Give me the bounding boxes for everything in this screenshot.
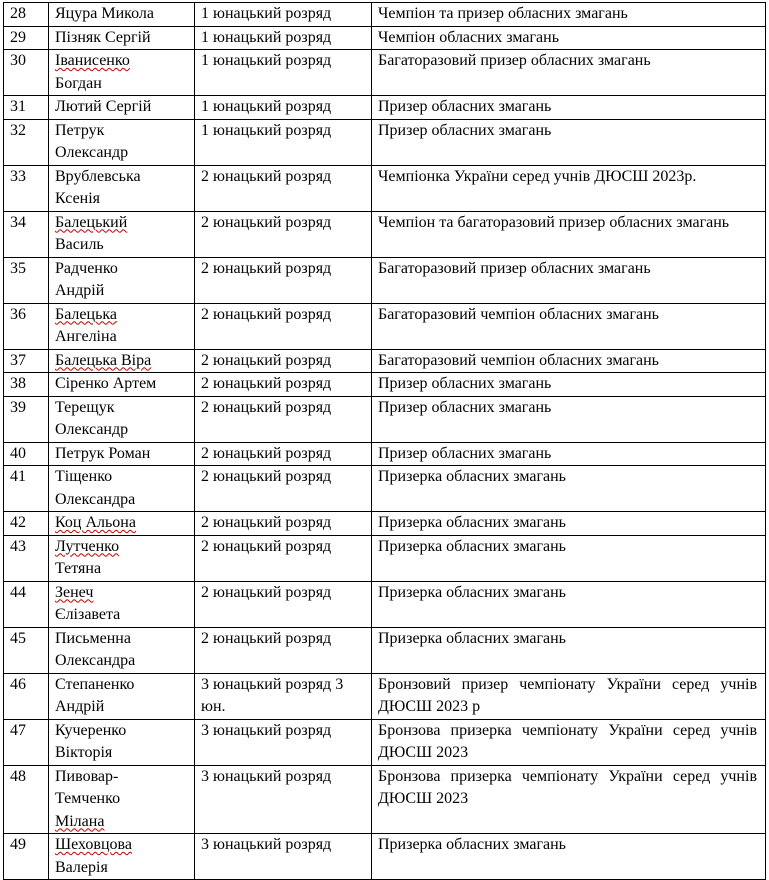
achievement: Чемпіон та багаторазовий призер обласних змагань — [372, 211, 766, 257]
achievement: Призер обласних змагань — [372, 396, 766, 442]
table-row — [4, 466, 766, 512]
table-row — [4, 673, 766, 719]
athlete-name-line: Пізняк Сергій — [55, 28, 151, 46]
table-row — [4, 373, 766, 397]
row-number: 41 — [4, 466, 49, 512]
sports-rank: 1 юнацький розряд — [195, 26, 372, 50]
athlete-name-line: Балецький — [55, 213, 128, 231]
athlete-name — [49, 673, 195, 719]
achievement: Чемпіонка України серед учнів ДЮСШ 2023р. — [372, 165, 766, 211]
athlete-name — [49, 627, 195, 673]
athlete-name-line: Андрій — [55, 698, 105, 715]
achievement: Бронзовий призер чемпіонату України серед учнів ДЮСШ 2023 р — [372, 673, 766, 719]
achievement: Бронзова призерка чемпіонату України серед учнів ДЮСШ 2023 — [372, 719, 766, 765]
row-number: 32 — [4, 119, 49, 165]
achievement: Призерка обласних змагань — [372, 466, 766, 512]
athlete-name — [49, 535, 195, 581]
table-row — [4, 396, 766, 442]
athlete-name-line: Вікторія — [55, 744, 113, 761]
athlete-name-line: Степаненко — [55, 675, 135, 693]
sports-rank: 2 юнацький розряд — [195, 396, 372, 442]
athletes-table — [3, 2, 766, 880]
athlete-name-line: Валерія — [55, 858, 108, 876]
athlete-name-line: Петрук — [55, 121, 105, 139]
athlete-name — [49, 765, 195, 834]
athlete-name-line: Кучеренко — [55, 721, 127, 739]
row-number: 30 — [4, 50, 49, 96]
sports-rank: 2 юнацький розряд — [195, 442, 372, 466]
table-row — [4, 627, 766, 673]
sports-rank: 1 юнацький розряд — [195, 96, 372, 120]
achievement: Призерка обласних змагань — [372, 512, 766, 536]
sports-rank: 2 юнацький розряд — [195, 512, 372, 536]
sports-rank: 1 юнацький розряд — [195, 119, 372, 165]
achievement: Багаторазовий чемпіон обласних змагань — [372, 303, 766, 349]
athlete-name — [49, 26, 195, 50]
table-row — [4, 96, 766, 120]
achievement: Чемпіон та призер обласних змагань — [372, 3, 766, 27]
table-row — [4, 3, 766, 27]
athlete-name-line: Ангеліна — [55, 328, 117, 345]
row-number: 34 — [4, 211, 49, 257]
athlete-name-line: Коц Альона — [55, 514, 136, 531]
achievement: Багаторазовий призер обласних змагань — [372, 50, 766, 96]
athlete-name-line: Терещук — [55, 398, 115, 416]
sports-rank: 2 юнацький розряд — [195, 627, 372, 673]
sports-rank: 3 юнацький розряд — [195, 719, 372, 765]
achievement: Призер обласних змагань — [372, 442, 766, 466]
athlete-name — [49, 211, 195, 257]
row-number: 44 — [4, 581, 49, 627]
athlete-name-line: Олександр — [55, 144, 129, 161]
athlete-name — [49, 512, 195, 536]
achievement: Призерка обласних змагань — [372, 627, 766, 673]
athlete-name — [49, 373, 195, 397]
achievement: Призер обласних змагань — [372, 373, 766, 397]
achievement: Бронзова призерка чемпіонату України серед учнів ДЮСШ 2023 — [372, 765, 766, 834]
athlete-name — [49, 396, 195, 442]
sports-rank: 2 юнацький розряд — [195, 257, 372, 303]
row-number: 35 — [4, 257, 49, 303]
achievement: Призер обласних змагань — [372, 96, 766, 120]
row-number: 28 — [4, 3, 49, 27]
athlete-name — [49, 50, 195, 96]
row-number: 33 — [4, 165, 49, 211]
athlete-name-line: Лютий Сергій — [55, 98, 152, 115]
table-row — [4, 535, 766, 581]
table-row — [4, 765, 766, 834]
table-row — [4, 442, 766, 466]
row-number: 38 — [4, 373, 49, 397]
athlete-name — [49, 165, 195, 211]
athlete-name-line: Темченко — [55, 790, 121, 807]
row-number: 47 — [4, 719, 49, 765]
table-row — [4, 119, 766, 165]
athlete-name-line: Богдан — [55, 74, 102, 92]
athlete-name-line: Врублевська — [55, 167, 141, 185]
athlete-name — [49, 719, 195, 765]
table-row — [4, 512, 766, 536]
achievement: Чемпіон обласних змагань — [372, 26, 766, 50]
sports-rank: 3 юнацький розряд — [195, 834, 372, 880]
athlete-name-line: Яцура Микола — [55, 5, 154, 22]
athlete-name-line: Тетяна — [55, 560, 102, 577]
athlete-name-line: Василь — [55, 236, 104, 253]
athlete-name — [49, 303, 195, 349]
row-number: 49 — [4, 834, 49, 880]
athlete-name — [49, 96, 195, 120]
sports-rank: 2 юнацький розряд — [195, 466, 372, 512]
athlete-name-line: Олександр — [55, 421, 129, 438]
row-number: 46 — [4, 673, 49, 719]
sports-rank: 2 юнацький розряд — [195, 581, 372, 627]
athlete-name-line: Письменна — [55, 629, 131, 647]
athlete-name-line: Балецька Віра — [55, 351, 152, 369]
athlete-name-line: Іванисенко — [55, 52, 130, 69]
row-number: 48 — [4, 765, 49, 834]
athlete-name-line: Олександра — [55, 652, 136, 669]
sports-rank: 3 юнацький розряд — [195, 765, 372, 834]
sports-rank: 1 юнацький розряд — [195, 50, 372, 96]
table-row — [4, 303, 766, 349]
row-number: 45 — [4, 627, 49, 673]
sports-rank: 2 юнацький розряд — [195, 373, 372, 397]
achievement: Призерка обласних змагань — [372, 581, 766, 627]
athlete-name-line: Андрій — [55, 282, 105, 299]
athlete-name — [49, 3, 195, 27]
athlete-name — [49, 349, 195, 373]
athlete-name — [49, 581, 195, 627]
athlete-name-line: Сіренко Артем — [55, 375, 157, 392]
athlete-name-line: Олександра — [55, 490, 136, 508]
table-row — [4, 719, 766, 765]
sports-rank: 2 юнацький розряд — [195, 211, 372, 257]
sports-rank: 1 юнацький розряд — [195, 3, 372, 27]
table-row — [4, 26, 766, 50]
achievement: Призер обласних змагань — [372, 119, 766, 165]
athlete-name-line: Тіщенко — [55, 468, 113, 485]
athlete-name-line: Петрук Роман — [55, 444, 151, 462]
row-number: 40 — [4, 442, 49, 466]
achievement: Призерка обласних змагань — [372, 834, 766, 880]
sports-rank: 2 юнацький розряд — [195, 165, 372, 211]
row-number: 39 — [4, 396, 49, 442]
row-number: 42 — [4, 512, 49, 536]
athlete-name-line: Шеховцова — [55, 836, 132, 853]
sports-rank: 2 юнацький розряд — [195, 535, 372, 581]
row-number: 29 — [4, 26, 49, 50]
athlete-name — [49, 257, 195, 303]
table-row — [4, 349, 766, 373]
athlete-name-line: Мілана — [55, 812, 105, 830]
athlete-name-line: Єлізавета — [55, 606, 121, 623]
achievement: Багаторазовий чемпіон обласних змагань — [372, 349, 766, 373]
row-number: 36 — [4, 303, 49, 349]
table-row — [4, 257, 766, 303]
athlete-name — [49, 442, 195, 466]
table-row — [4, 165, 766, 211]
athlete-name-line: Лутченко — [55, 537, 120, 555]
athlete-name-line: Ксенія — [55, 190, 101, 207]
athlete-name-line: Зенеч — [55, 583, 94, 601]
achievement: Призерка обласних змагань — [372, 535, 766, 581]
table-row — [4, 50, 766, 96]
table-row — [4, 581, 766, 627]
achievement: Багаторазовий призер обласних змагань — [372, 257, 766, 303]
row-number: 37 — [4, 349, 49, 373]
table-body — [4, 3, 766, 880]
athlete-name-line: Пивовар- — [55, 767, 119, 785]
athlete-name — [49, 466, 195, 512]
table-row — [4, 211, 766, 257]
athlete-name — [49, 119, 195, 165]
sports-rank: 2 юнацький розряд — [195, 349, 372, 373]
row-number: 31 — [4, 96, 49, 120]
sports-rank: 2 юнацький розряд — [195, 303, 372, 349]
athlete-name-line: Балецька — [55, 305, 118, 323]
sports-rank: 3 юнацький розряд 3 юн. — [195, 673, 372, 719]
athlete-name-line: Радченко — [55, 259, 118, 277]
row-number: 43 — [4, 535, 49, 581]
